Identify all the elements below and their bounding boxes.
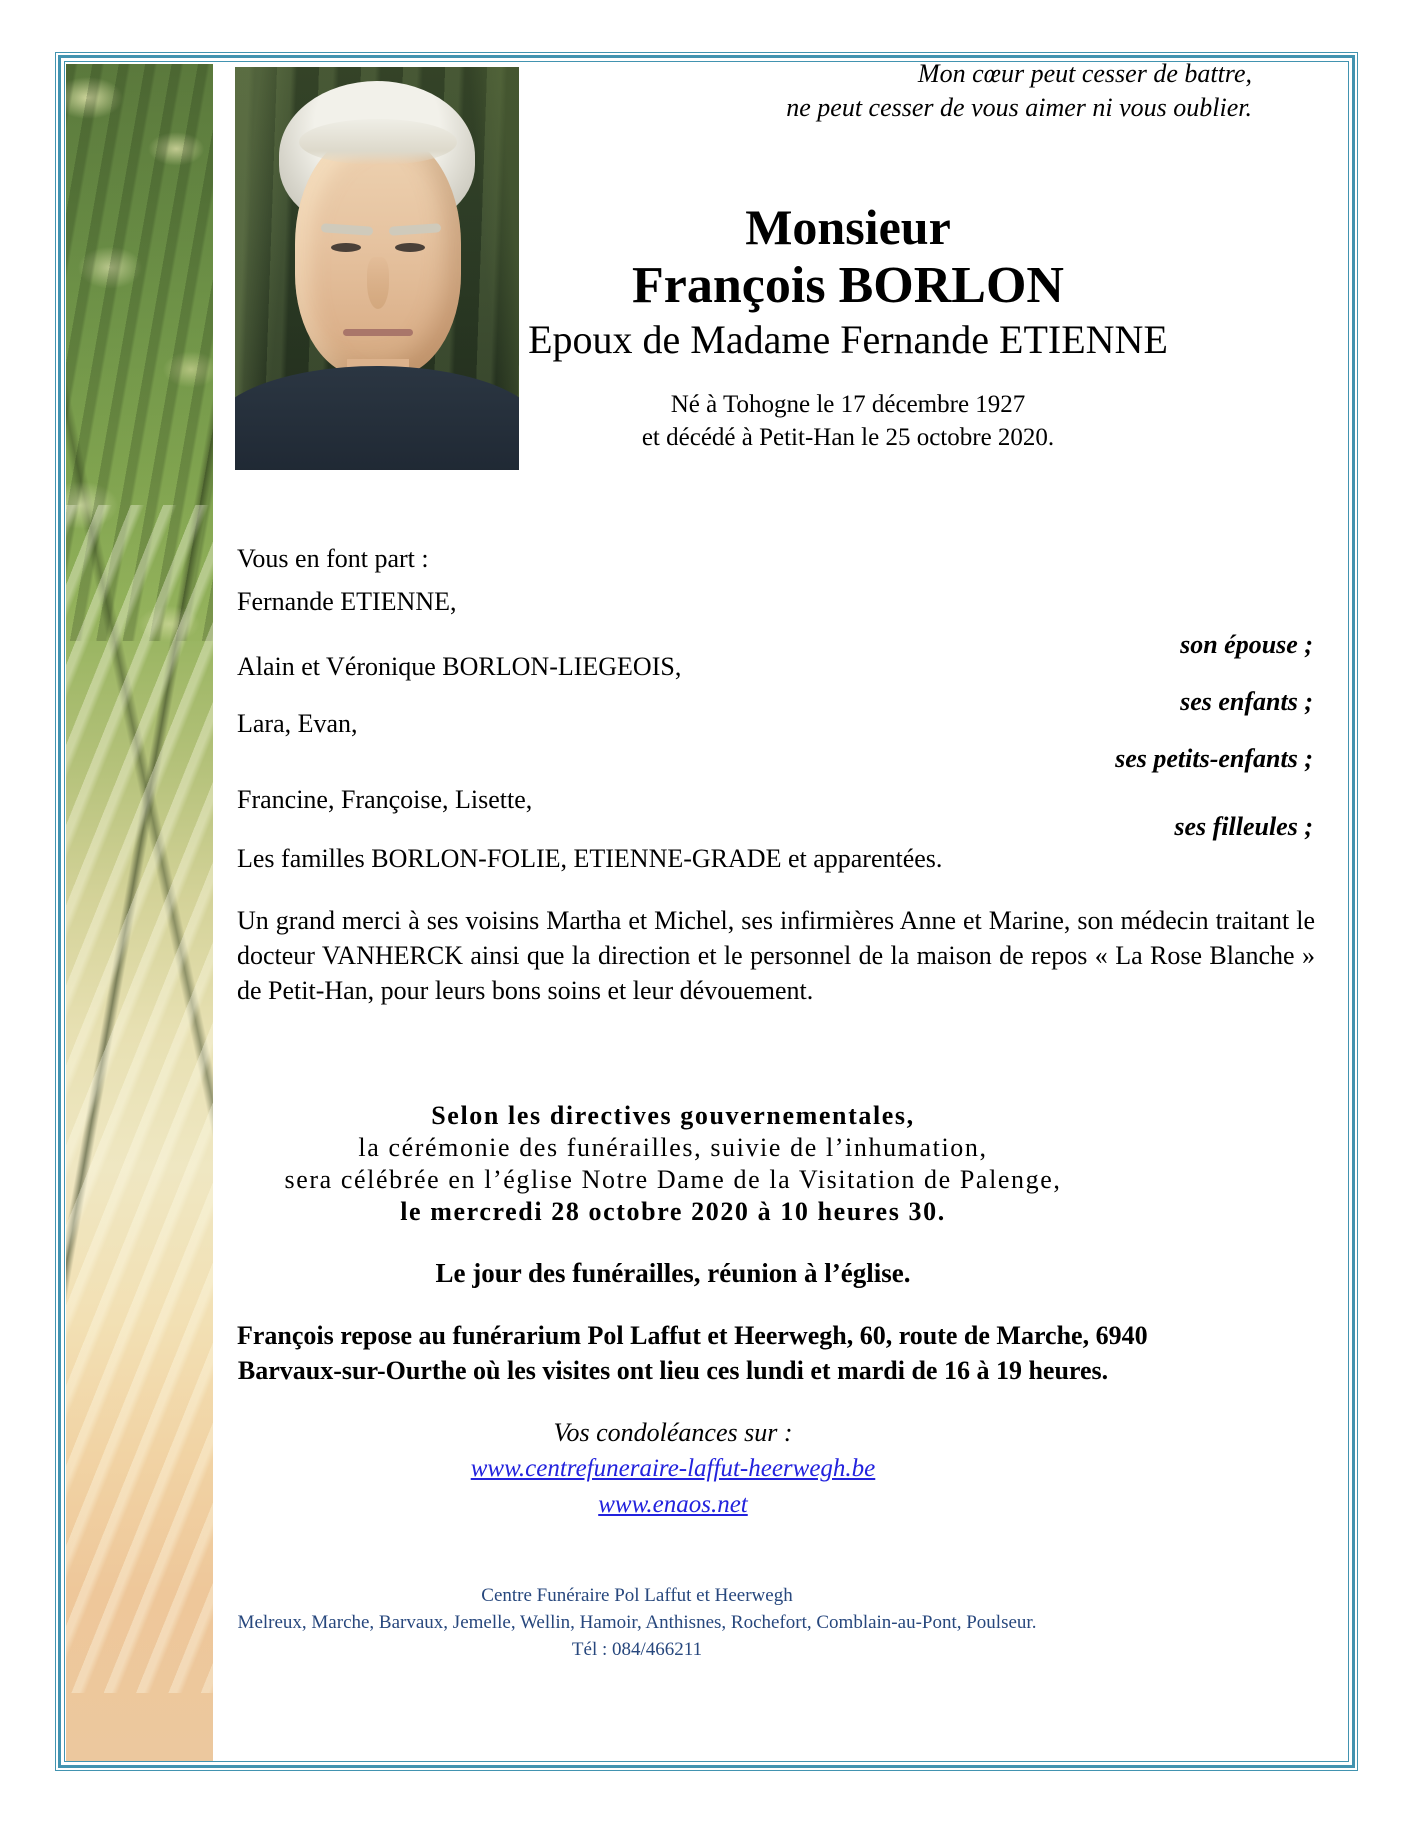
ceremony-church-line: sera célébrée en l’église Notre Dame de la Visitation de Palenge, bbox=[284, 1165, 1062, 1194]
ceremony-date-line: le mercredi 28 octobre 2020 à 10 heures 30. bbox=[400, 1197, 946, 1226]
family-names-goddaughters: Francine, Françoise, Lisette, bbox=[237, 785, 533, 814]
family-role-spouse: son épouse ; bbox=[1180, 630, 1313, 659]
meeting-line: Le jour des funérailles, réunion à l’église. bbox=[435, 1258, 911, 1288]
deceased-header bbox=[237, 198, 1313, 454]
family-role-grandchildren: ses petits-enfants ; bbox=[1115, 744, 1313, 773]
thanks-paragraph: Un grand merci à ses voisins Martha et Michel, ses infirmières Anne et Marine, son médecin traitant le docteur VANHERCK ainsi que la direction et le personnel de la maison de repos « La Rose Blanche » de Petit-Han, pour leurs bons soins et leur dévouement. bbox=[237, 906, 1315, 1005]
footer-company-name: Centre Funéraire Pol Laffut et Heerwegh bbox=[481, 1585, 793, 1606]
family-names-spouse: Fernande ETIENNE, bbox=[237, 587, 457, 616]
repose-block bbox=[237, 1318, 1148, 1388]
repose-line-1: François repose au funérarium Pol Laffut et Heerwegh, 60, route de Marche, 6940 bbox=[237, 1321, 1148, 1350]
related-families-line: Les familles BORLON-FOLIE, ETIENNE-GRADE et apparentées. bbox=[237, 844, 943, 873]
deceased-name: François BORLON bbox=[632, 257, 1064, 314]
family-names-children: Alain et Véronique BORLON-LIEGEOIS, bbox=[237, 652, 682, 681]
ceremony-block bbox=[237, 1100, 1109, 1228]
forest-path-image bbox=[66, 64, 213, 1761]
quote-line-2: ne peut cesser de vous aimer ni vous oublier. bbox=[786, 93, 1252, 122]
announcement-intro: Vous en font part : bbox=[237, 544, 429, 573]
funeral-home-footer bbox=[217, 1582, 1057, 1663]
condolences-link-enaos[interactable]: www.enaos.net bbox=[598, 1491, 748, 1518]
death-line: et décédé à Petit-Han le 25 octobre 2020. bbox=[641, 424, 1055, 451]
portrait-hair-fringe bbox=[299, 119, 457, 165]
family-names-grandchildren: Lara, Evan, bbox=[237, 709, 358, 738]
condolences-link-2-row bbox=[237, 1488, 1109, 1522]
memorial-quote bbox=[786, 57, 1252, 125]
family-role-goddaughters: ses filleules ; bbox=[1174, 812, 1313, 841]
family-role-children: ses enfants ; bbox=[1180, 687, 1313, 716]
spouse-line: Epoux de Madame Fernande ETIENNE bbox=[528, 317, 1168, 362]
footer-phone: Tél : 084/466211 bbox=[571, 1639, 703, 1660]
ceremony-directives-line: Selon les directives gouvernementales, bbox=[431, 1101, 915, 1130]
birth-death-dates bbox=[383, 388, 1313, 454]
ceremony-service-line: la cérémonie des funérailles, suivie de l’inhumation, bbox=[358, 1133, 988, 1162]
birth-line: Né à Tohogne le 17 décembre 1927 bbox=[670, 391, 1026, 418]
condolences-label: Vos condoléances sur : bbox=[553, 1418, 793, 1447]
quote-line-1: Mon cœur peut cesser de battre, bbox=[917, 59, 1252, 88]
footer-locations: Melreux, Marche, Barvaux, Jemelle, Wellin, Hamoir, Anthisnes, Rochefort, Comblain-au-Pont, Poulseur. bbox=[237, 1612, 1037, 1633]
civility-title: Monsieur bbox=[745, 199, 951, 255]
repose-line-2: Barvaux-sur-Ourthe où les visites ont lieu ces lundi et mardi de 16 à 19 heures. bbox=[237, 1356, 1109, 1385]
sunlight-rays bbox=[66, 505, 213, 1693]
condolences-link-1-row bbox=[237, 1452, 1109, 1486]
condolences-link-funeral-home[interactable]: www.centrefuneraire-laffut-heerwegh.be bbox=[470, 1455, 876, 1482]
